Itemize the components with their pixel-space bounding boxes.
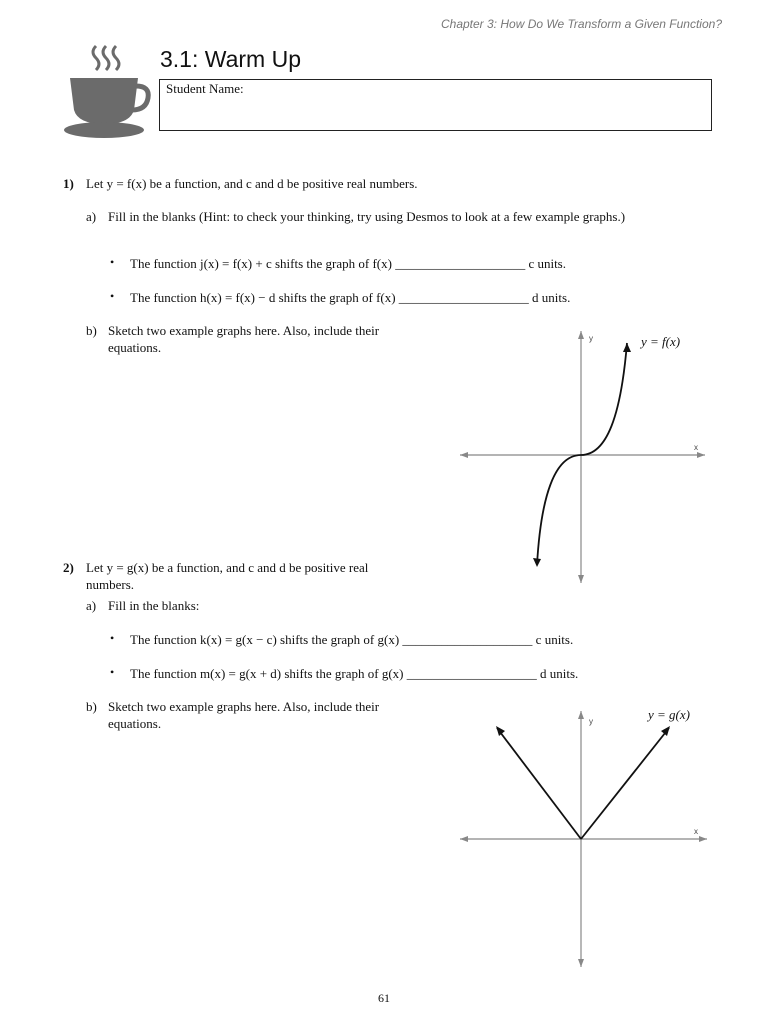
x-axis-label: x	[694, 443, 698, 452]
bullet-icon: •	[110, 255, 115, 269]
q1-prompt: Let y = f(x) be a function, and c and d be positive real numbers.	[86, 176, 418, 191]
graph-f	[455, 325, 715, 590]
graph-g	[455, 705, 715, 970]
student-name-label: Student Name:	[166, 81, 244, 96]
q2-b-label: b)	[86, 699, 97, 714]
q2-b-text-line1: Sketch two example graphs here. Also, include their	[108, 699, 380, 714]
x-axis-label: x	[694, 827, 698, 836]
x-axis-arrow-left-icon	[460, 452, 468, 458]
bullet-icon: •	[110, 631, 115, 645]
curve-label-g: y = g(x)	[648, 707, 690, 722]
ray-arrow-left-icon	[496, 726, 505, 736]
q1-bullet-2[interactable]: The function h(x) = f(x) − d shifts the graph of f(x) ____________________ d units.	[130, 290, 571, 305]
curve-arrow-down-icon	[533, 558, 541, 567]
chapter-header: Chapter 3: How Do We Transform a Given Function?	[440, 17, 722, 31]
q1-a-label: a)	[86, 209, 97, 224]
coffee-cup-icon	[62, 44, 152, 144]
page-title: 3.1: Warm Up	[160, 46, 302, 72]
student-name-field[interactable]	[159, 79, 712, 131]
y-axis-arrow-down-icon	[578, 959, 584, 967]
abs-right-ray	[581, 728, 669, 839]
q2-prompt-line2: numbers.	[86, 577, 135, 592]
cubic-curve	[537, 343, 627, 565]
y-axis-label: y	[589, 334, 593, 343]
q2-b-text-line2: equations.	[108, 716, 162, 731]
q2-bullet-1[interactable]: The function k(x) = g(x − c) shifts the graph of g(x) ____________________ c units.	[130, 632, 574, 647]
q1-a-text: Fill in the blanks (Hint: to check your thinking, try using Desmos to look at a few example graphs.)	[108, 209, 626, 224]
q2-prompt-line1: Let y = g(x) be a function, and c and d be positive real	[86, 560, 369, 575]
q2-number: 2)	[63, 560, 74, 575]
bullet-icon: •	[110, 289, 115, 303]
q2-a-text: Fill in the blanks:	[108, 598, 200, 613]
bullet-icon: •	[110, 665, 115, 679]
ray-arrow-right-icon	[661, 726, 670, 736]
x-axis-arrow-icon	[699, 836, 707, 842]
q1-b-label: b)	[86, 323, 97, 338]
q2-a-label: a)	[86, 598, 97, 613]
q1-number: 1)	[63, 176, 74, 191]
y-axis-arrow-down-icon	[578, 575, 584, 583]
y-axis-label: y	[589, 717, 593, 726]
q1-bullet-1[interactable]: The function j(x) = f(x) + c shifts the graph of f(x) ____________________ c units.	[130, 256, 566, 271]
x-axis-arrow-left-icon	[460, 836, 468, 842]
q2-bullet-2[interactable]: The function m(x) = g(x + d) shifts the graph of g(x) ____________________ d units.	[130, 666, 579, 681]
y-axis-arrow-icon	[578, 331, 584, 339]
curve-label-f: y = f(x)	[641, 334, 681, 349]
q1-b-text-line1: Sketch two example graphs here. Also, include their	[108, 323, 380, 338]
curve-arrow-up-icon	[623, 343, 631, 352]
page-number: 61	[378, 991, 390, 1005]
q1-b-text-line2: equations.	[108, 340, 162, 355]
y-axis-arrow-icon	[578, 711, 584, 719]
x-axis-arrow-icon	[697, 452, 705, 458]
abs-left-ray	[497, 728, 581, 839]
